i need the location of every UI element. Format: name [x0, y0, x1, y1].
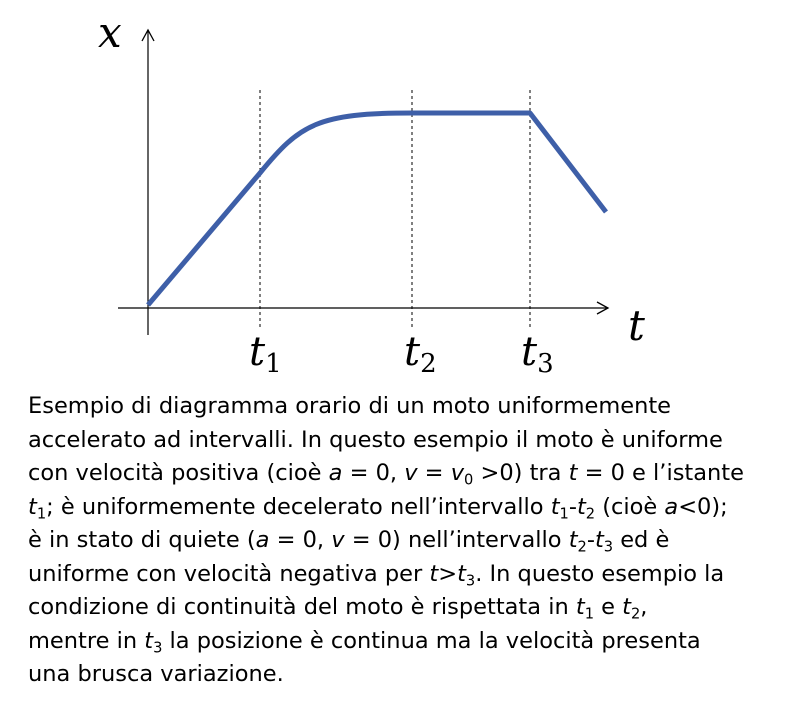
caption-text: =	[417, 460, 451, 486]
caption-variable: t	[568, 527, 578, 553]
caption-variable: a	[664, 493, 679, 520]
caption-subscript: 3	[153, 638, 163, 656]
tick-label-t3-sub: 3	[537, 349, 554, 379]
x-axis-label: t	[628, 301, 645, 350]
caption-line	[28, 658, 788, 692]
figure-caption	[28, 390, 788, 692]
caption-line	[28, 457, 788, 491]
caption-text: (cioè	[595, 493, 665, 520]
caption-line	[28, 390, 788, 424]
caption-subscript: 1	[36, 504, 47, 522]
caption-subscript: 1	[584, 605, 594, 623]
caption-text: . In questo esempio la	[475, 560, 725, 587]
caption-variable: v	[404, 460, 418, 486]
caption-line	[28, 424, 788, 458]
tick-label-t1-main: t	[249, 329, 266, 375]
caption-variable: a	[328, 460, 343, 486]
caption-text: <0);	[678, 493, 728, 520]
caption-subscript: 2	[630, 605, 641, 623]
caption-text: ,	[640, 594, 648, 620]
caption-text: accelerato ad intervalli. In questo esempio il moto è uniforme	[28, 426, 723, 453]
caption-text: >0) tra	[473, 460, 569, 486]
caption-variable: t	[429, 560, 439, 587]
caption-variable: t	[622, 594, 631, 620]
tick-label-t3	[521, 329, 554, 379]
caption-variable: t	[550, 493, 560, 520]
caption-text: = 0,	[269, 527, 332, 553]
caption-text: e	[593, 594, 623, 620]
caption-text: ed è	[613, 527, 670, 553]
caption-variable: v	[450, 460, 465, 486]
caption-text: ; è uniformemente decelerato nell’intervallo	[46, 493, 551, 520]
motion-curve	[148, 113, 606, 305]
caption-variable: t	[144, 627, 154, 654]
y-axis-label: x	[98, 8, 122, 57]
caption-subscript: 2	[577, 538, 587, 556]
caption-text: la posizione è continua ma la velocità presenta	[162, 627, 701, 654]
tick-label-t1	[249, 329, 282, 379]
tick-label-t1-sub: 1	[265, 349, 282, 379]
caption-line	[28, 524, 788, 558]
caption-text: è in stato di quiete (	[28, 527, 256, 553]
caption-text: uniforme con velocità negativa per	[28, 560, 430, 587]
caption-variable: a	[255, 527, 270, 553]
caption-text: mentre in	[28, 627, 145, 654]
caption-text: >	[438, 560, 458, 587]
tick-label-t3-main: t	[521, 329, 538, 375]
caption-text: -	[568, 493, 577, 520]
caption-line	[28, 491, 788, 525]
caption-subscript: 3	[465, 571, 476, 589]
caption-variable: v	[331, 527, 345, 553]
caption-variable: t	[594, 527, 604, 553]
caption-subscript: 1	[559, 504, 569, 522]
caption-subscript: 0	[464, 471, 474, 489]
tick-label-t2	[404, 329, 437, 379]
caption-variable: t	[568, 460, 578, 486]
caption-text: -	[586, 527, 595, 553]
caption-text: = 0,	[342, 460, 405, 486]
caption-variable: t	[457, 560, 466, 587]
caption-text: = 0) nell’intervallo	[344, 527, 569, 553]
caption-variable: t	[576, 493, 586, 520]
tick-label-t2-sub: 2	[420, 349, 437, 379]
caption-text: = 0 e l’istante	[577, 460, 744, 486]
caption-text: Esempio di diagramma orario di un moto uniformemente	[28, 393, 672, 419]
caption-line	[28, 558, 788, 592]
caption-line	[28, 625, 788, 659]
caption-subscript: 2	[585, 504, 596, 522]
caption-subscript: 3	[603, 538, 614, 556]
caption-text: una brusca variazione.	[28, 661, 284, 687]
caption-variable: t	[28, 493, 37, 520]
caption-text: con velocità positiva (cioè	[28, 460, 329, 486]
caption-line	[28, 591, 788, 625]
caption-text: condizione di continuità del moto è rispettata in	[28, 594, 576, 620]
tick-label-t2-main: t	[404, 329, 421, 375]
caption-variable: t	[575, 594, 585, 620]
